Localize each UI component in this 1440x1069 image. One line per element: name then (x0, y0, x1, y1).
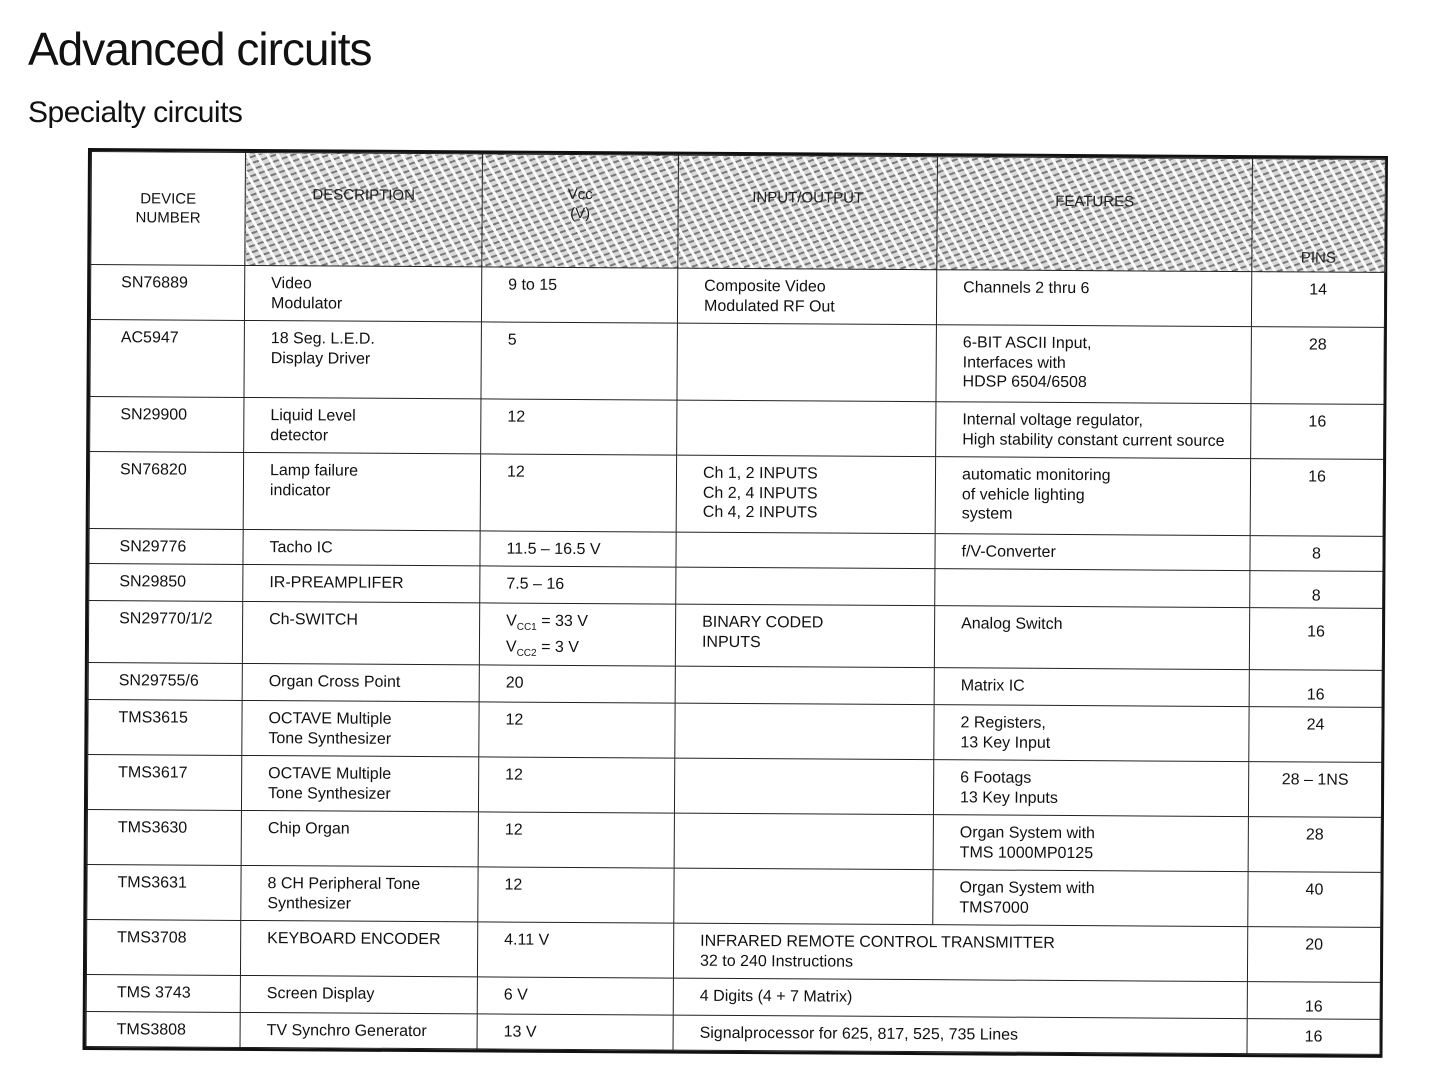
cell-io-features-merged: 4 Digits (4 + 7 Matrix) (673, 978, 1247, 1019)
cell-pins: 16 (1250, 459, 1383, 537)
table-row (87, 755, 1381, 818)
cell-input-output (674, 813, 933, 870)
cell-input-output (676, 532, 935, 569)
cell-pins: 24 (1249, 707, 1382, 763)
cell-pins: 8 (1250, 571, 1383, 609)
cell-description: Chip Organ (241, 810, 478, 866)
cell-input-output (677, 323, 936, 402)
cell-description: OCTAVE Multiple Tone Synthesizer (242, 700, 479, 756)
cell-vcc: 12 (479, 702, 675, 758)
table-row (88, 601, 1382, 671)
cell-device: TMS 3743 (86, 975, 240, 1013)
header-row (91, 152, 1386, 273)
cell-io-features-merged: Signalprocessor for 625, 817, 525, 735 Lines (673, 1015, 1247, 1054)
page-title: Advanced circuits (28, 23, 372, 75)
cell-description: Lamp failure indicator (243, 452, 480, 530)
cell-device: SN29770/1/2 (88, 601, 242, 664)
header-device-number: DEVICE NUMBER (91, 152, 246, 266)
vcc1-value: $V_{CC1} = 33$ V (506, 612, 589, 633)
cell-features: Internal voltage regulator, High stability constant current source (936, 402, 1251, 459)
cell-device: SN29755/6 (88, 663, 242, 701)
cell-input-output (674, 868, 933, 925)
cell-vcc: 12 (478, 812, 674, 868)
table-row (90, 397, 1384, 460)
table-row (89, 452, 1383, 537)
cell-vcc: 12 (478, 867, 674, 923)
table-row (86, 920, 1380, 983)
cell-vcc: 9 to 15 (481, 267, 677, 323)
cell-vcc: 11.5 – 16.5 V (480, 531, 676, 567)
table-row (87, 810, 1381, 873)
cell-device: SN76820 (89, 452, 243, 530)
cell-description: Tacho IC (243, 529, 480, 565)
cell-pins: 8 (1250, 536, 1383, 572)
cell-description: KEYBOARD ENCODER (240, 920, 477, 976)
cell-pins: 16 (1251, 404, 1384, 460)
cell-features: 6-BIT ASCII Input, Interfaces with HDSP 6504/6508 (936, 325, 1251, 404)
cell-description: OCTAVE Multiple Tone Synthesizer (241, 755, 478, 811)
cell-device: SN29900 (90, 397, 244, 453)
cell-description: TV Synchro Generator (240, 1012, 477, 1048)
cell-pins: 16 (1247, 982, 1380, 1020)
cell-description: 18 Seg. L.E.D. Display Driver (244, 320, 481, 398)
vcc2-value: $V_{CC2} = 3$ V (505, 638, 579, 659)
cell-pins: 14 (1251, 272, 1384, 328)
cell-features: Channels 2 thru 6 (936, 270, 1251, 327)
cell-pins: 40 (1248, 872, 1381, 928)
cell-pins: 28 (1251, 327, 1384, 405)
cell-vcc: 4.11 V (477, 922, 673, 978)
table-row (88, 700, 1382, 763)
cell-input-output: BINARY CODED INPUTS (675, 604, 934, 668)
specialty-circuits-table (86, 151, 1386, 1055)
cell-input-output: Ch 1, 2 INPUTS Ch 2, 4 INPUTS Ch 4, 2 INPUTS (676, 455, 935, 534)
header-input-output: INPUT/OUTPUT (678, 155, 938, 270)
cell-device: TMS3617 (87, 755, 241, 811)
cell-device: TMS3615 (88, 700, 242, 756)
cell-features: 6 Footags 13 Key Inputs (933, 760, 1248, 817)
cell-description: Liquid Level detector (244, 397, 481, 453)
cell-input-output (675, 666, 934, 705)
cell-description: Ch-SWITCH (242, 601, 479, 664)
cell-features: Matrix IC (934, 668, 1249, 707)
cell-input-output (676, 567, 935, 606)
cell-features: Analog Switch (934, 606, 1249, 670)
table-row (87, 865, 1381, 928)
cell-features: Organ System with TMS7000 (933, 870, 1248, 927)
cell-vcc: 20 (479, 665, 675, 703)
cell-device: SN76889 (90, 265, 244, 321)
cell-description: 8 CH Peripheral Tone Synthesizer (241, 865, 478, 921)
cell-input-output (677, 400, 936, 457)
cell-description: Screen Display (240, 975, 477, 1013)
table-row (86, 1012, 1380, 1055)
cell-input-output (675, 703, 934, 760)
cell-features: 2 Registers, 13 Key Input (934, 705, 1249, 762)
cell-pins: 16 (1249, 670, 1382, 708)
cell-vcc: 12 (478, 757, 674, 813)
cell-vcc: 6 V (477, 977, 673, 1015)
cell-device: SN29850 (89, 564, 243, 602)
cell-vcc (479, 603, 675, 666)
cell-features: automatic monitoring of vehicle lighting system (935, 457, 1250, 536)
table-row (90, 320, 1384, 405)
header-features: FEATURES (937, 157, 1253, 272)
page-subtitle: Specialty circuits (28, 96, 243, 129)
cell-description: Video Modulator (244, 265, 481, 321)
cell-vcc: 5 (481, 322, 677, 400)
header-vcc: Vcc (V) (482, 154, 679, 268)
cell-features (935, 569, 1250, 608)
table-row (90, 265, 1384, 328)
cell-pins: 20 (1247, 927, 1380, 983)
specialty-circuits-table-frame (82, 148, 1387, 1058)
cell-pins: 16 (1247, 1019, 1380, 1055)
cell-input-output: Composite Video Modulated RF Out (677, 268, 936, 325)
cell-pins: 28 (1248, 817, 1381, 873)
cell-device: AC5947 (90, 320, 244, 398)
cell-device: TMS3630 (87, 810, 241, 866)
cell-vcc: 12 (481, 399, 677, 455)
cell-pins: 16 (1249, 608, 1382, 671)
cell-description: Organ Cross Point (242, 663, 479, 701)
cell-device: SN29776 (89, 529, 243, 565)
cell-vcc: 12 (480, 454, 676, 532)
cell-input-output (674, 758, 933, 815)
cell-pins: 28 – 1NS (1248, 762, 1381, 818)
cell-device: TMS3808 (86, 1012, 240, 1048)
cell-vcc: 7.5 – 16 (480, 566, 676, 604)
cell-device: TMS3631 (87, 865, 241, 921)
cell-features: Organ System with TMS 1000MP0125 (933, 815, 1248, 872)
cell-features: f/V-Converter (935, 534, 1250, 571)
cell-device: TMS3708 (86, 920, 240, 976)
header-pins: PINS (1252, 159, 1386, 273)
cell-description: IR-PREAMPLIFER (243, 564, 480, 602)
cell-io-features-merged: INFRARED REMOTE CONTROL TRANSMITTER 32 to 240 Instructions (673, 923, 1247, 982)
cell-vcc: 13 V (477, 1014, 673, 1050)
header-description: DESCRIPTION (245, 152, 483, 266)
